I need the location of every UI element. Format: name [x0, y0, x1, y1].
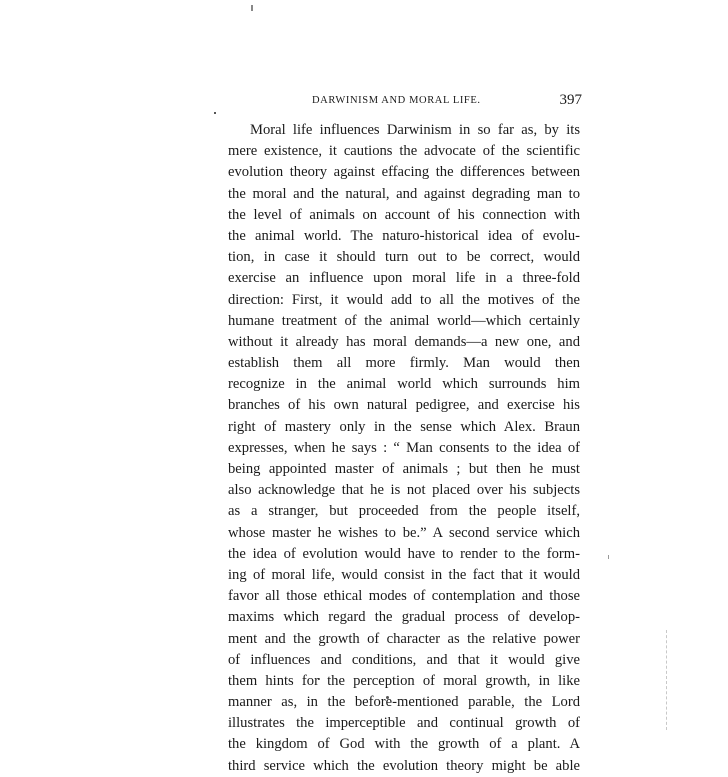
text-line: without it already has moral demands—a new one, and	[228, 333, 580, 350]
text-line: being appointed master of animals ; but then he must	[228, 461, 580, 477]
page-number: 397	[559, 92, 582, 108]
text-line: whose master he wishes to be.” A second service which	[228, 524, 580, 541]
text-line: exercise an influence upon moral life in a three-fold	[228, 270, 580, 287]
text-line: ment and the growth of character as the relative power	[228, 630, 580, 647]
text-line: Moral life influences Darwinism in so far as, by its	[250, 122, 580, 138]
text-line: also acknowledge that he is not placed over his subjects	[228, 482, 580, 499]
text-line: expresses, when he says : “ Man consents to the idea of	[228, 439, 580, 456]
text-line: ing of moral life, would consist in the fact that it would	[228, 566, 580, 583]
text-line: manner as, in the before-mentioned parable, the Lord	[228, 694, 580, 711]
text-line: of influences and conditions, and that it would give	[228, 651, 580, 668]
text-line: the animal world. The naturo-historical idea of evolu-	[228, 227, 580, 244]
running-header	[228, 92, 584, 112]
text-line: as a stranger, but proceeded from the people itself,	[228, 503, 580, 520]
text-line: right of mastery only in the sense which Alex. Braun	[228, 418, 580, 435]
text-line: them hints for the perception of moral growth, in like	[228, 672, 580, 689]
text-line: third service which the evolution theory might be able	[228, 757, 580, 774]
scan-speck	[214, 112, 216, 114]
text-line: branches of his own natural pedigree, and exercise his	[228, 397, 580, 414]
text-line: the moral and the natural, and against degrading man to	[228, 185, 580, 202]
text-line: recognize in the animal world which surrounds him	[228, 376, 580, 393]
text-line: evolution theory against effacing the differences between	[228, 164, 580, 181]
text-line: direction: First, it would add to all the motives of the	[228, 291, 580, 308]
text-line: the kingdom of God with the growth of a plant. A	[228, 736, 580, 753]
text-line: maxims which regard the gradual process of develop-	[228, 609, 580, 626]
scan-speck	[251, 5, 253, 11]
text-line: illustrates the imperceptible and continual growth of	[228, 715, 580, 732]
text-line: establish them all more firmly. Man would then	[228, 355, 580, 372]
page-edge-artifact	[666, 630, 667, 730]
body-paragraph	[228, 120, 580, 777]
text-line: humane treatment of the animal world—which certainly	[228, 312, 580, 329]
scan-speck	[608, 555, 609, 559]
text-line: favor all those ethical modes of contemplation and those	[228, 588, 580, 605]
text-line: tion, in case it should turn out to be correct, would	[228, 249, 580, 266]
running-title: DARWINISM AND MORAL LIFE.	[312, 95, 481, 106]
text-line: the idea of evolution would have to render to the form-	[228, 545, 580, 562]
text-line: mere existence, it cautions the advocate of the scientific	[228, 143, 580, 160]
text-line: the level of animals on account of his connection with	[228, 206, 580, 223]
